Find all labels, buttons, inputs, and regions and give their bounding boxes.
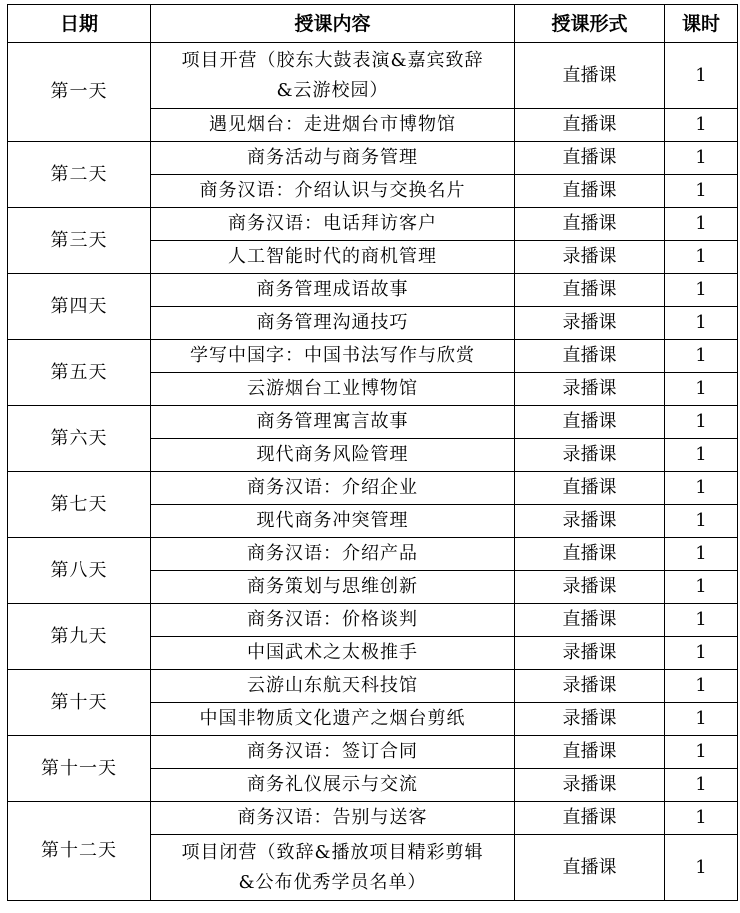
table-row: [8, 340, 738, 373]
hours-cell: 1: [665, 736, 738, 769]
format-cell: 直播课: [515, 835, 665, 901]
header-row: [8, 5, 738, 43]
content-cell: 现代商务冲突管理: [151, 505, 515, 538]
content-cell: 商务汉语：价格谈判: [151, 604, 515, 637]
day-cell: 第一天: [8, 43, 151, 142]
header-content: 授课内容: [151, 5, 515, 43]
format-cell: 直播课: [515, 175, 665, 208]
format-cell: 直播课: [515, 109, 665, 142]
hours-cell: 1: [665, 703, 738, 736]
format-cell: 录播课: [515, 439, 665, 472]
hours-cell: 1: [665, 769, 738, 802]
format-cell: 直播课: [515, 142, 665, 175]
header-format: 授课形式: [515, 5, 665, 43]
day-cell: 第九天: [8, 604, 151, 670]
table-row: [8, 604, 738, 637]
format-cell: 直播课: [515, 208, 665, 241]
content-cell: 中国武术之太极推手: [151, 637, 515, 670]
content-cell: 遇见烟台：走进烟台市博物馆: [151, 109, 515, 142]
content-cell: 商务汉语：介绍认识与交换名片: [151, 175, 515, 208]
content-cell: 商务管理沟通技巧: [151, 307, 515, 340]
hours-cell: 1: [665, 538, 738, 571]
content-cell: 云游烟台工业博物馆: [151, 373, 515, 406]
table-row: [8, 472, 738, 505]
hours-cell: 1: [665, 373, 738, 406]
day-cell: 第四天: [8, 274, 151, 340]
format-cell: 录播课: [515, 670, 665, 703]
content-cell: 学写中国字：中国书法写作与欣赏: [151, 340, 515, 373]
hours-cell: 1: [665, 109, 738, 142]
content-cell: 人工智能时代的商机管理: [151, 241, 515, 274]
day-cell: 第八天: [8, 538, 151, 604]
content-cell: 项目开营（胶东大鼓表演&嘉宾致辞&云游校园）: [151, 43, 515, 109]
hours-cell: 1: [665, 604, 738, 637]
hours-cell: 1: [665, 142, 738, 175]
content-cell: 商务汉语：介绍企业: [151, 472, 515, 505]
hours-cell: 1: [665, 571, 738, 604]
hours-cell: 1: [665, 307, 738, 340]
hours-cell: 1: [665, 835, 738, 901]
table-row: [8, 670, 738, 703]
table-row: [8, 43, 738, 109]
day-cell: 第三天: [8, 208, 151, 274]
content-cell: 商务汉语：介绍产品: [151, 538, 515, 571]
format-cell: 录播课: [515, 637, 665, 670]
hours-cell: 1: [665, 274, 738, 307]
format-cell: 直播课: [515, 406, 665, 439]
day-cell: 第十二天: [8, 802, 151, 901]
hours-cell: 1: [665, 505, 738, 538]
format-cell: 直播课: [515, 274, 665, 307]
format-cell: 直播课: [515, 802, 665, 835]
day-cell: 第十天: [8, 670, 151, 736]
table-row: [8, 142, 738, 175]
content-cell: 现代商务风险管理: [151, 439, 515, 472]
hours-cell: 1: [665, 406, 738, 439]
content-cell: 商务汉语：告别与送客: [151, 802, 515, 835]
format-cell: 直播课: [515, 604, 665, 637]
hours-cell: 1: [665, 802, 738, 835]
hours-cell: 1: [665, 175, 738, 208]
format-cell: 录播课: [515, 505, 665, 538]
format-cell: 录播课: [515, 241, 665, 274]
content-cell: 商务策划与思维创新: [151, 571, 515, 604]
format-cell: 录播课: [515, 307, 665, 340]
format-cell: 录播课: [515, 373, 665, 406]
format-cell: 直播课: [515, 340, 665, 373]
hours-cell: 1: [665, 208, 738, 241]
hours-cell: 1: [665, 340, 738, 373]
hours-cell: 1: [665, 241, 738, 274]
header-hours: 课时: [665, 5, 738, 43]
content-cell: 项目闭营（致辞&播放项目精彩剪辑&公布优秀学员名单）: [151, 835, 515, 901]
day-cell: 第五天: [8, 340, 151, 406]
hours-cell: 1: [665, 472, 738, 505]
schedule-table: [7, 4, 738, 901]
content-cell: 云游山东航天科技馆: [151, 670, 515, 703]
format-cell: 直播课: [515, 472, 665, 505]
hours-cell: 1: [665, 43, 738, 109]
content-cell: 商务汉语：签订合同: [151, 736, 515, 769]
format-cell: 直播课: [515, 538, 665, 571]
table-row: [8, 736, 738, 769]
hours-cell: 1: [665, 439, 738, 472]
format-cell: 录播课: [515, 571, 665, 604]
hours-cell: 1: [665, 670, 738, 703]
format-cell: 录播课: [515, 703, 665, 736]
hours-cell: 1: [665, 637, 738, 670]
content-cell: 商务活动与商务管理: [151, 142, 515, 175]
content-cell: 商务管理成语故事: [151, 274, 515, 307]
format-cell: 直播课: [515, 736, 665, 769]
content-cell: 商务管理寓言故事: [151, 406, 515, 439]
table-row: [8, 802, 738, 835]
format-cell: 直播课: [515, 43, 665, 109]
table-row: [8, 274, 738, 307]
table-row: [8, 406, 738, 439]
table-row: [8, 538, 738, 571]
content-cell: 商务汉语：电话拜访客户: [151, 208, 515, 241]
content-cell: 商务礼仪展示与交流: [151, 769, 515, 802]
content-cell: 中国非物质文化遗产之烟台剪纸: [151, 703, 515, 736]
format-cell: 录播课: [515, 769, 665, 802]
day-cell: 第十一天: [8, 736, 151, 802]
header-date: 日期: [8, 5, 151, 43]
table-row: [8, 208, 738, 241]
day-cell: 第六天: [8, 406, 151, 472]
day-cell: 第二天: [8, 142, 151, 208]
day-cell: 第七天: [8, 472, 151, 538]
